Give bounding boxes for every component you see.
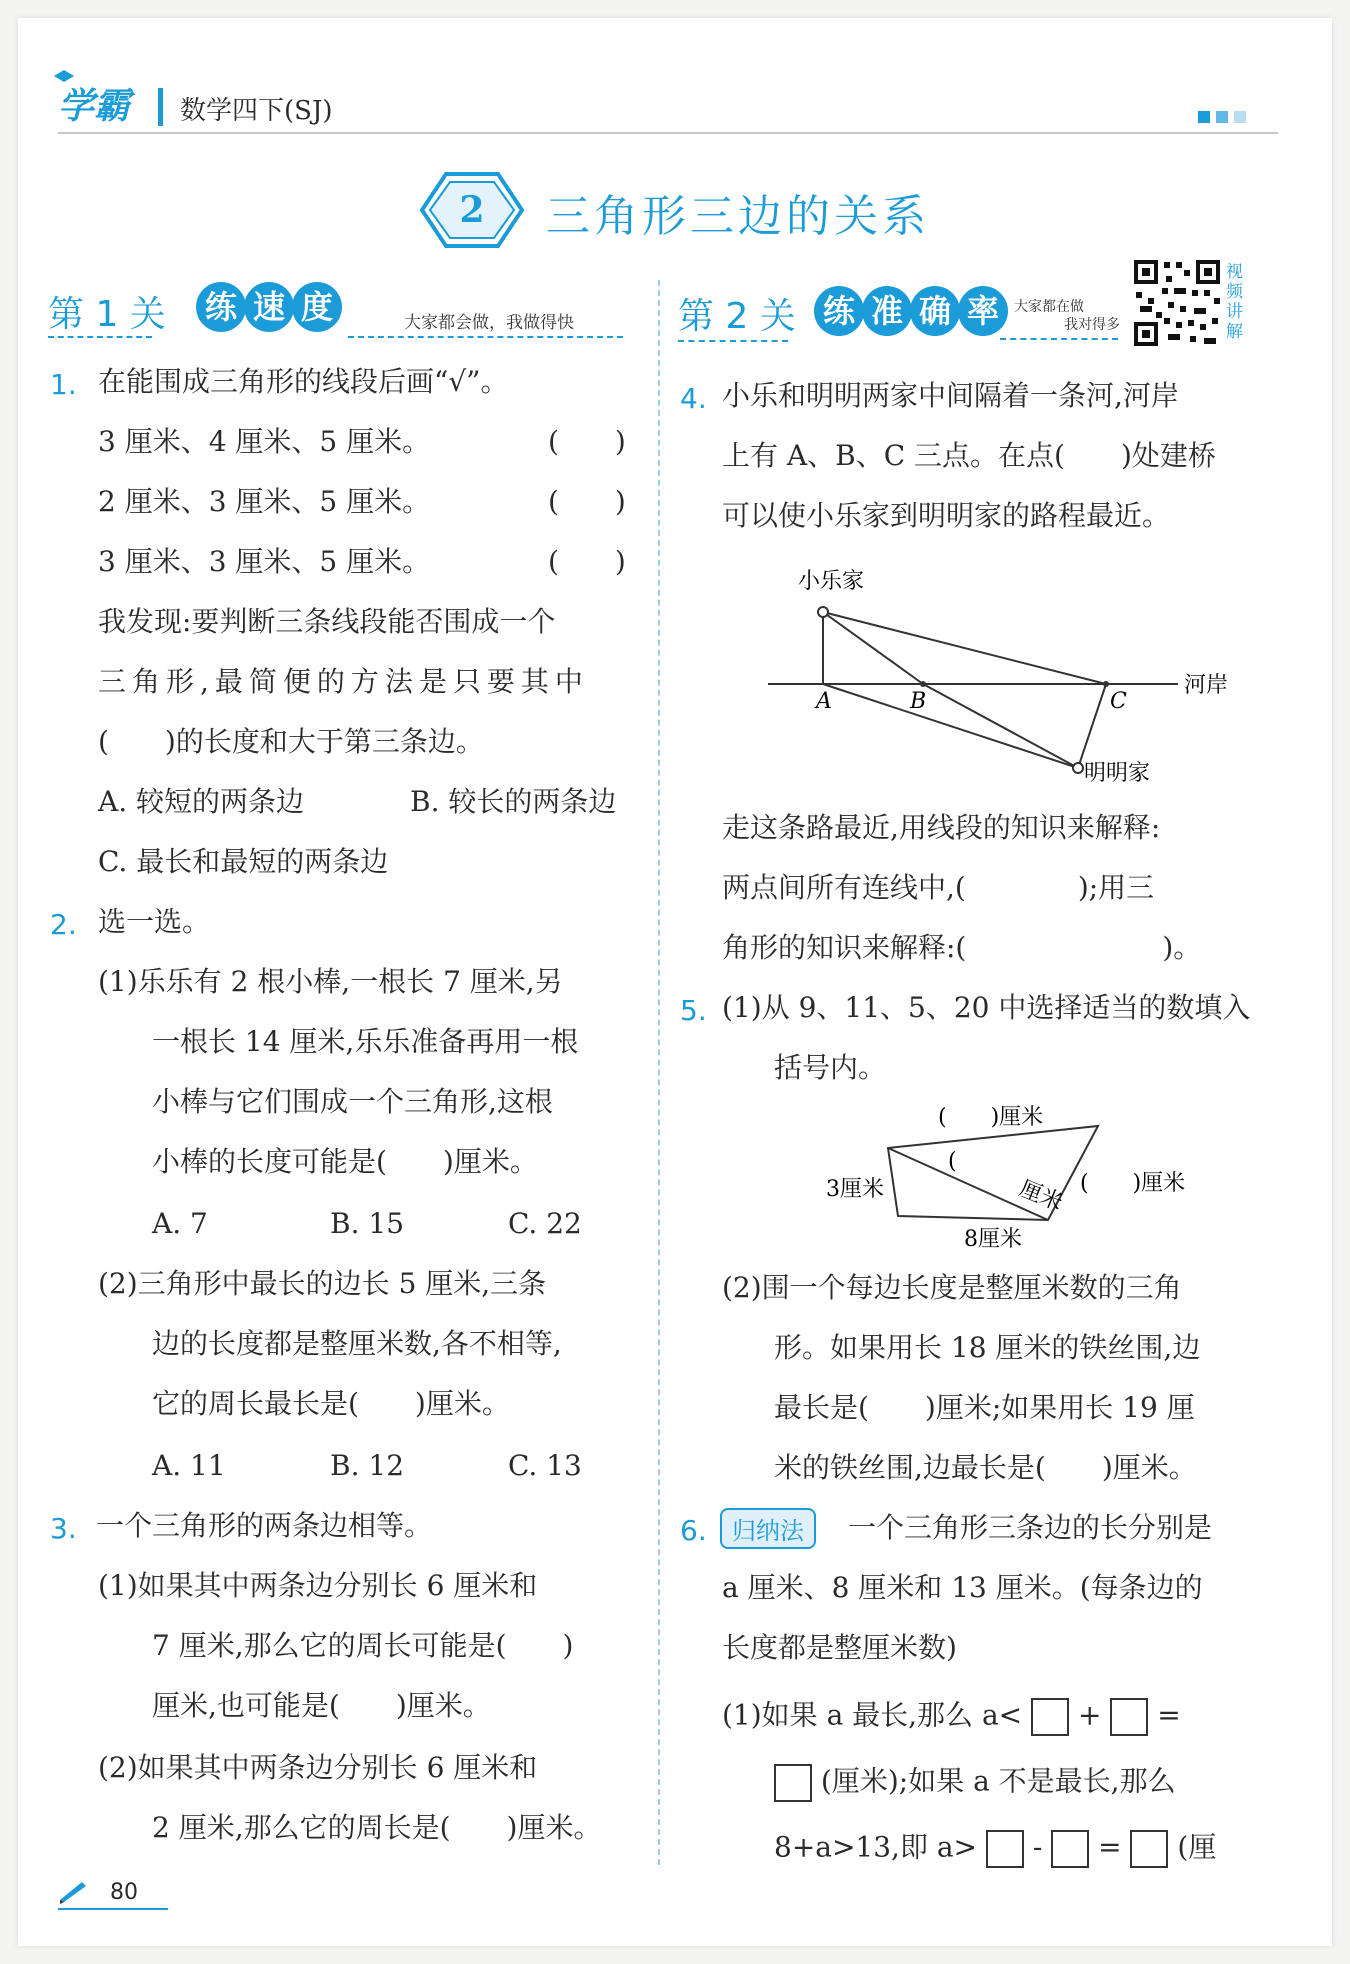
page-number: 80: [110, 1880, 138, 1905]
q5-label-bottom: 8厘米: [964, 1227, 1022, 1248]
q1-find-2: 三角形,最简便的方法是只要其中: [98, 665, 589, 698]
q6-stem-1: 一个三角形三条边的长分别是: [848, 1511, 1213, 1544]
q1-option-c[interactable]: C. 最长和最短的两条边: [98, 845, 389, 878]
q4-label-a: A: [816, 689, 832, 714]
q2-p2-line-3: 它的周长最长是( )厘米。: [152, 1387, 510, 1420]
section1-underline: [48, 336, 152, 338]
section1-char-2: 速: [244, 282, 294, 332]
q4-after-1: 走这条路最近,用线段的知识来解释:: [722, 811, 1161, 844]
q3-p1-line-1: (1)如果其中两条边分别长 6 厘米和: [98, 1569, 538, 1602]
q2-p1-option-a[interactable]: A. 7: [152, 1207, 208, 1240]
q6-box-2[interactable]: [1110, 1698, 1148, 1736]
section1-slogan: 大家都会做，我做得快: [404, 313, 574, 333]
section2-char-3: 确: [910, 286, 960, 336]
deco-square-3: [1234, 111, 1246, 123]
svg-text:2: 2: [459, 189, 485, 231]
q4-river-figure: [758, 558, 1238, 788]
q1-find-3: ( )的长度和大于第三条边。: [98, 725, 484, 758]
q6-box-6[interactable]: [1130, 1830, 1168, 1868]
q2-p2-option-a[interactable]: A. 11: [152, 1449, 226, 1482]
q2-p1-line-1: (1)乐乐有 2 根小棒,一根长 7 厘米,另: [98, 965, 563, 998]
q3-p1-line-2: 7 厘米,那么它的周长可能是( ): [152, 1629, 574, 1662]
q4-after-3: 角形的知识来解释:( )。: [722, 931, 1202, 964]
section2-char-2: 准: [862, 286, 912, 336]
q5-p1-line-2: 括号内。: [774, 1051, 887, 1084]
q6-line-2: (厘米);如果 a 不是最长,那么: [774, 1764, 1176, 1802]
q6-stem-2: a 厘米、8 厘米和 13 厘米。(每条边的: [722, 1571, 1203, 1604]
brand-divider: [158, 88, 163, 126]
q5-p2-line-2: 形。如果用长 18 厘米的铁丝围,边: [774, 1331, 1201, 1364]
footer-rule: [58, 1908, 168, 1910]
q6-stem-3: 长度都是整厘米数): [722, 1631, 957, 1664]
lesson-number-badge: [418, 170, 526, 250]
q3-p1-line-3: 厘米,也可能是( )厘米。: [152, 1689, 491, 1722]
q2-p2-option-b[interactable]: B. 12: [330, 1449, 405, 1482]
q2-p1-option-c[interactable]: C. 22: [508, 1207, 582, 1240]
section2-slogan-2: 我对得多: [1064, 317, 1120, 333]
q5-label-right: ( )厘米: [1080, 1171, 1186, 1196]
q1-row-2: 2 厘米、3 厘米、5 厘米。: [98, 485, 431, 518]
lesson-title: 三角形三边的关系: [546, 191, 930, 242]
q2-p1-line-3: 小棒与它们围成一个三角形,这根: [152, 1085, 553, 1118]
q6-number: 6.: [680, 1514, 707, 1547]
q1-find-1: 我发现:要判断三条线段能否围成一个: [98, 605, 556, 638]
q4-line-1: 小乐和明明两家中间隔着一条河,河岸: [722, 379, 1179, 412]
q3-p2-line-1: (2)如果其中两条边分别长 6 厘米和: [98, 1751, 538, 1784]
q1-option-a[interactable]: A. 较短的两条边: [98, 785, 305, 818]
q1-number: 1.: [50, 368, 77, 401]
q1-answer-1[interactable]: ( ): [548, 425, 626, 458]
q6-line-3: 8+a>13,即 a> - = (厘: [774, 1830, 1216, 1868]
q5-label-mid: 厘米: [1015, 1176, 1066, 1217]
q1-answer-3[interactable]: ( ): [548, 545, 626, 578]
section2-char-4: 率: [958, 286, 1008, 336]
q1-stem: 在能围成三角形的线段后画“√”。: [98, 365, 509, 398]
q2-p1-line-4: 小棒的长度可能是( )厘米。: [152, 1145, 538, 1178]
q5-triangle-figure: [818, 1098, 1238, 1248]
column-divider: [658, 280, 660, 1865]
section1-slogan-underline: [348, 336, 623, 338]
q2-p1-option-b[interactable]: B. 15: [330, 1207, 405, 1240]
q1-option-b[interactable]: B. 较长的两条边: [410, 785, 617, 818]
q3-p2-line-2: 2 厘米,那么它的周长是( )厘米。: [152, 1811, 602, 1844]
book-title: 数学四下(SJ): [180, 96, 333, 126]
cap-icon: [52, 68, 74, 88]
q6-box-4[interactable]: [986, 1830, 1024, 1868]
section2-underline: [678, 340, 788, 342]
q5-p2-line-1: (2)围一个每边长度是整厘米数的三角: [722, 1271, 1182, 1304]
q2-p2-line-1: (2)三角形中最长的边长 5 厘米,三条: [98, 1267, 547, 1300]
svg-text:(: (: [948, 1149, 957, 1174]
q2-stem: 选一选。: [98, 905, 211, 938]
workbook-page: [18, 18, 1332, 1946]
q5-label-left: 3厘米: [826, 1177, 884, 1202]
q1-row-1: 3 厘米、4 厘米、5 厘米。: [98, 425, 431, 458]
q6-box-3[interactable]: [774, 1764, 812, 1802]
q2-p2-option-c[interactable]: C. 13: [508, 1449, 582, 1482]
pencil-icon: [58, 1880, 90, 1904]
section1-char-3: 度: [292, 282, 342, 332]
deco-square-1: [1198, 111, 1210, 123]
deco-square-2: [1216, 111, 1228, 123]
q4-label-home2: 明明家: [1084, 761, 1151, 786]
section1-char-1: 练: [196, 282, 246, 332]
q3-number: 3.: [50, 1512, 77, 1545]
q2-p2-line-2: 边的长度都是整厘米数,各不相等,: [152, 1327, 562, 1360]
q6-box-5[interactable]: [1051, 1830, 1089, 1868]
q6-method-tag: 归纳法: [720, 1508, 816, 1549]
section2-label: 第 2 关: [678, 296, 796, 337]
header-rule: [58, 132, 1278, 134]
q1-answer-2[interactable]: ( ): [548, 485, 626, 518]
q4-label-c: C: [1110, 689, 1127, 714]
q5-p1-line-1: (1)从 9、11、5、20 中选择适当的数填入: [722, 991, 1251, 1024]
q4-number: 4.: [680, 382, 707, 415]
q4-label-river: 河岸: [1184, 673, 1229, 698]
section1-label: 第 1 关: [48, 294, 166, 335]
q2-p1-line-2: 一根长 14 厘米,乐乐准备再用一根: [152, 1025, 579, 1058]
q5-label-top: ( )厘米: [938, 1105, 1044, 1130]
q3-stem: 一个三角形的两条边相等。: [96, 1509, 433, 1542]
q5-p2-line-3: 最长是( )厘米;如果用长 19 厘: [774, 1391, 1195, 1424]
q4-label-home1: 小乐家: [798, 569, 865, 594]
q4-line-2: 上有 A、B、C 三点。在点( )处建桥: [722, 439, 1216, 472]
q5-number: 5.: [680, 994, 707, 1027]
video-label: 视 频 讲 解: [1226, 262, 1243, 342]
brand-logo: 学霸: [58, 85, 131, 127]
section2-char-1: 练: [814, 286, 864, 336]
qr-code[interactable]: [1132, 258, 1222, 348]
q6-line-1: (1)如果 a 最长,那么 a< + =: [722, 1698, 1181, 1736]
q4-label-b: B: [910, 689, 927, 714]
q4-after-2: 两点间所有连线中,( );用三: [722, 871, 1155, 904]
q4-line-3: 可以使小乐家到明明家的路程最近。: [722, 499, 1171, 532]
q1-row-3: 3 厘米、3 厘米、5 厘米。: [98, 545, 431, 578]
q6-box-1[interactable]: [1031, 1698, 1069, 1736]
q2-number: 2.: [50, 908, 77, 941]
q5-p2-line-4: 米的铁丝围,边最长是( )厘米。: [774, 1451, 1197, 1484]
section2-slogan-underline: [1000, 338, 1118, 340]
section2-slogan-1: 大家都在做: [1014, 299, 1084, 315]
